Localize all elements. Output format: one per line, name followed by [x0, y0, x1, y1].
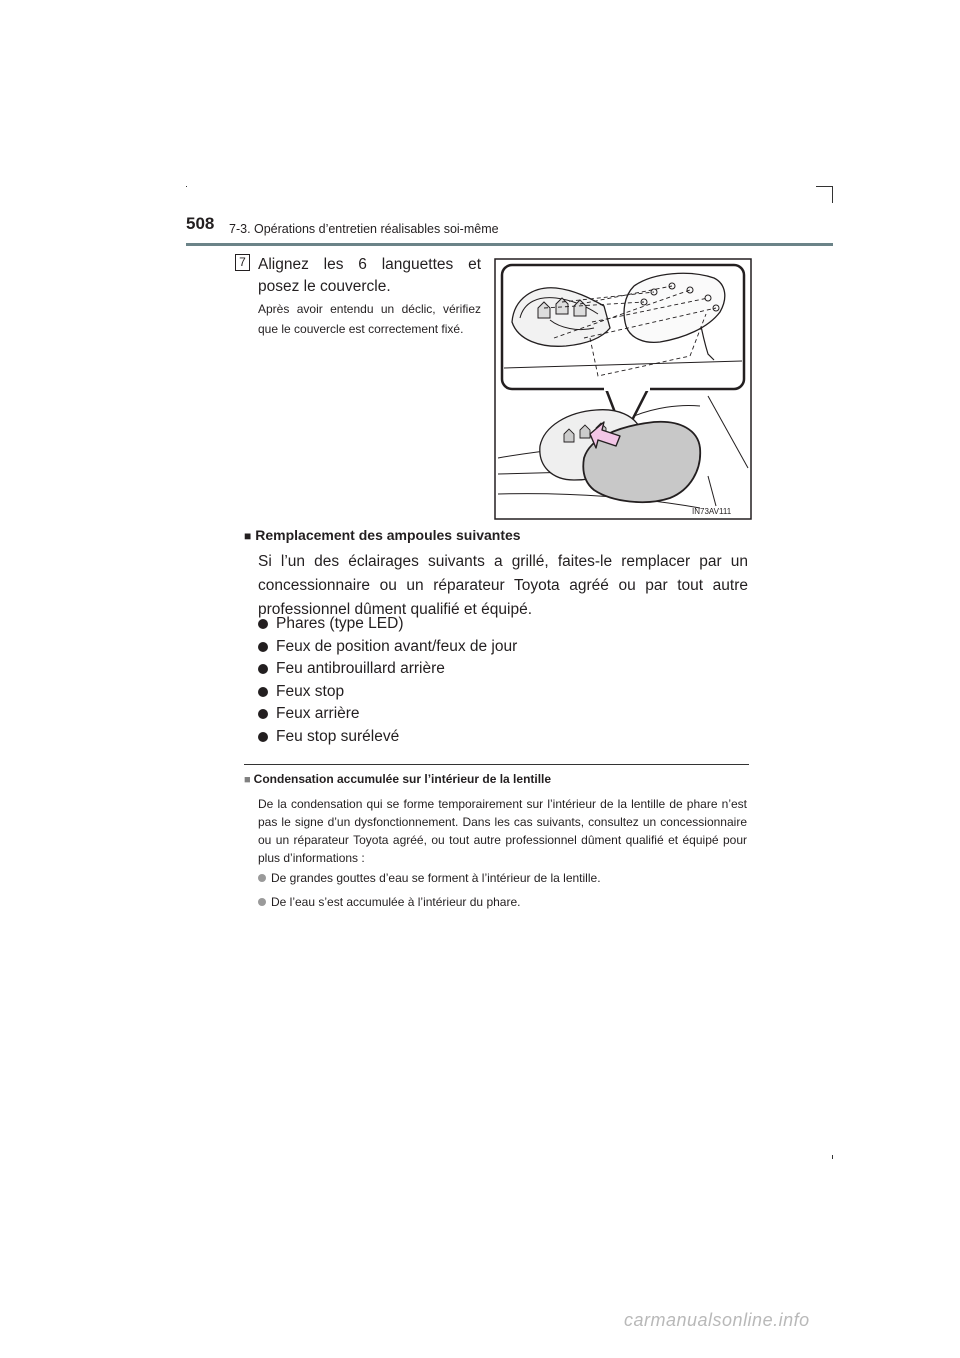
list-item: De grandes gouttes d’eau se forment à l’intérieur de la lentille.: [258, 869, 601, 893]
crop-mark-bottom-right: [832, 1155, 833, 1159]
info-body: De la condensation qui se forme temporairement sur l’intérieur de la lentille de phare n’est pas le signe d’un dysfonctionnement. Dans les cas suivants, consultez un concessionnaire ou un réparateur Toyota agréé, ou tout autre professionnel dûment qualifié et équipé pour plus d’informations :: [258, 797, 747, 865]
list-item: Feu antibrouillard arrière: [258, 658, 517, 681]
step-number-badge: 7: [235, 254, 250, 271]
mirror-cover-illustration: [494, 258, 752, 520]
list-item: De l’eau s’est accumulée à l’intérieur du phare.: [258, 893, 601, 917]
crop-mark-top-right-v: [832, 186, 833, 203]
bullet-icon: [258, 709, 268, 719]
list-item: Feux stop: [258, 681, 517, 704]
info-heading-text: Condensation accumulée sur l’intérieur de la lentille: [253, 772, 552, 786]
list-item: Feu stop surélevé: [258, 726, 517, 749]
bullet-icon: [258, 642, 268, 652]
bullet-icon: [258, 732, 268, 742]
info-list: [258, 869, 601, 917]
list-item: Feux arrière: [258, 703, 517, 726]
section-heading: [244, 527, 521, 543]
info-heading: [244, 772, 551, 786]
bullet-icon: [258, 898, 266, 906]
bullet-icon: [258, 687, 268, 697]
section-paragraph: Si l’un des éclairages suivants a grillé, faites-le remplacer par un concessionnaire ou un réparateur Toyota agréé ou par tout autre professionnel dûment qualifié et équipé.: [258, 553, 748, 618]
info-divider: [244, 764, 749, 765]
bullet-icon: [258, 619, 268, 629]
crop-mark-top-right-h: [816, 186, 833, 187]
figure-code: IN73AV111: [692, 507, 732, 516]
watermark: carmanualsonline.info: [624, 1310, 810, 1330]
mirror-illustration-svg: [494, 258, 752, 520]
step-note: Après avoir entendu un déclic, vérifiez que le couvercle est correctement fixé.: [258, 302, 481, 336]
crop-mark-top-left: [186, 186, 187, 187]
bullet-icon: [258, 874, 266, 882]
step-instruction: Alignez les 6 languettes et posez le couvercle.: [258, 256, 481, 295]
page-number: 508: [186, 214, 215, 233]
bullet-icon: [258, 664, 268, 674]
bulb-list: [258, 613, 517, 748]
square-marker-icon: ■: [244, 774, 251, 786]
section-heading-text: Remplacement des ampoules suivantes: [255, 527, 521, 543]
section-title: 7-3. Opérations d’entretien réalisables soi-même: [229, 222, 499, 236]
list-item: Phares (type LED): [258, 613, 517, 636]
header-rule: [186, 243, 833, 246]
list-item: Feux de position avant/feux de jour: [258, 636, 517, 659]
square-marker-icon: ■: [244, 529, 252, 543]
